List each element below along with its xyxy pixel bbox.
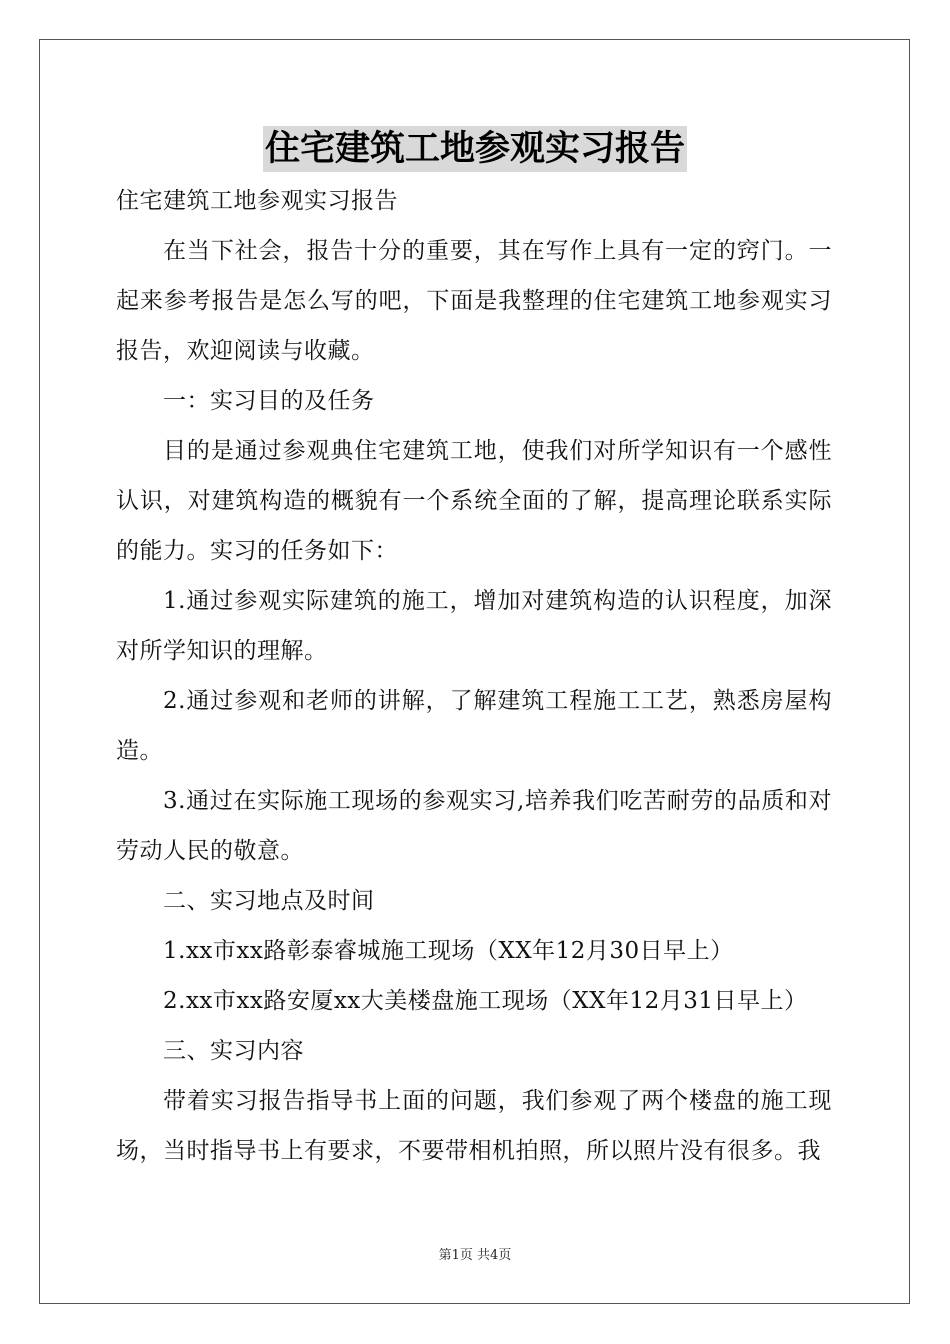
paragraph: 住宅建筑工地参观实习报告 (116, 188, 398, 214)
title-container (0, 126, 950, 172)
document-body (116, 176, 832, 1176)
section-heading: 三、实习内容 (163, 1038, 304, 1064)
document-title: 住宅建筑工地参观实习报告 (263, 126, 687, 172)
page-footer: 第1页 共4页 (438, 1248, 512, 1263)
paragraph: 带着实习报告指导书上面的问题，我们参观了两个楼盘的施工现场，当时指导书上有要求，不要带相机拍照，所以照片没有很多。我 (116, 1088, 832, 1164)
list-item: 1.xx市xx路彰泰睿城施工现场（XX年12月30日早上） (163, 938, 734, 964)
list-item: 3.通过在实际施工现场的参观实习,培养我们吃苦耐劳的品质和对劳动人民的敬意。 (116, 788, 832, 864)
list-item: 2.通过参观和老师的讲解，了解建筑工程施工工艺，熟悉房屋构造。 (116, 688, 832, 764)
section-heading: 一：实习目的及任务 (163, 388, 375, 414)
paragraph: 在当下社会，报告十分的重要，其在写作上具有一定的窍门。一起来参考报告是怎么写的吧，下面是我整理的住宅建筑工地参观实习报告，欢迎阅读与收藏。 (116, 238, 832, 364)
section-heading: 二、实习地点及时间 (163, 888, 375, 914)
paragraph: 目的是通过参观典住宅建筑工地，使我们对所学知识有一个感性认识，对建筑构造的概貌有一个系统全面的了解，提高理论联系实际的能力。实习的任务如下： (116, 438, 832, 564)
list-item: 2.xx市xx路安厦xx大美楼盘施工现场（XX年12月31日早上） (163, 988, 808, 1014)
list-item: 1.通过参观实际建筑的施工，增加对建筑构造的认识程度，加深对所学知识的理解。 (116, 588, 832, 664)
